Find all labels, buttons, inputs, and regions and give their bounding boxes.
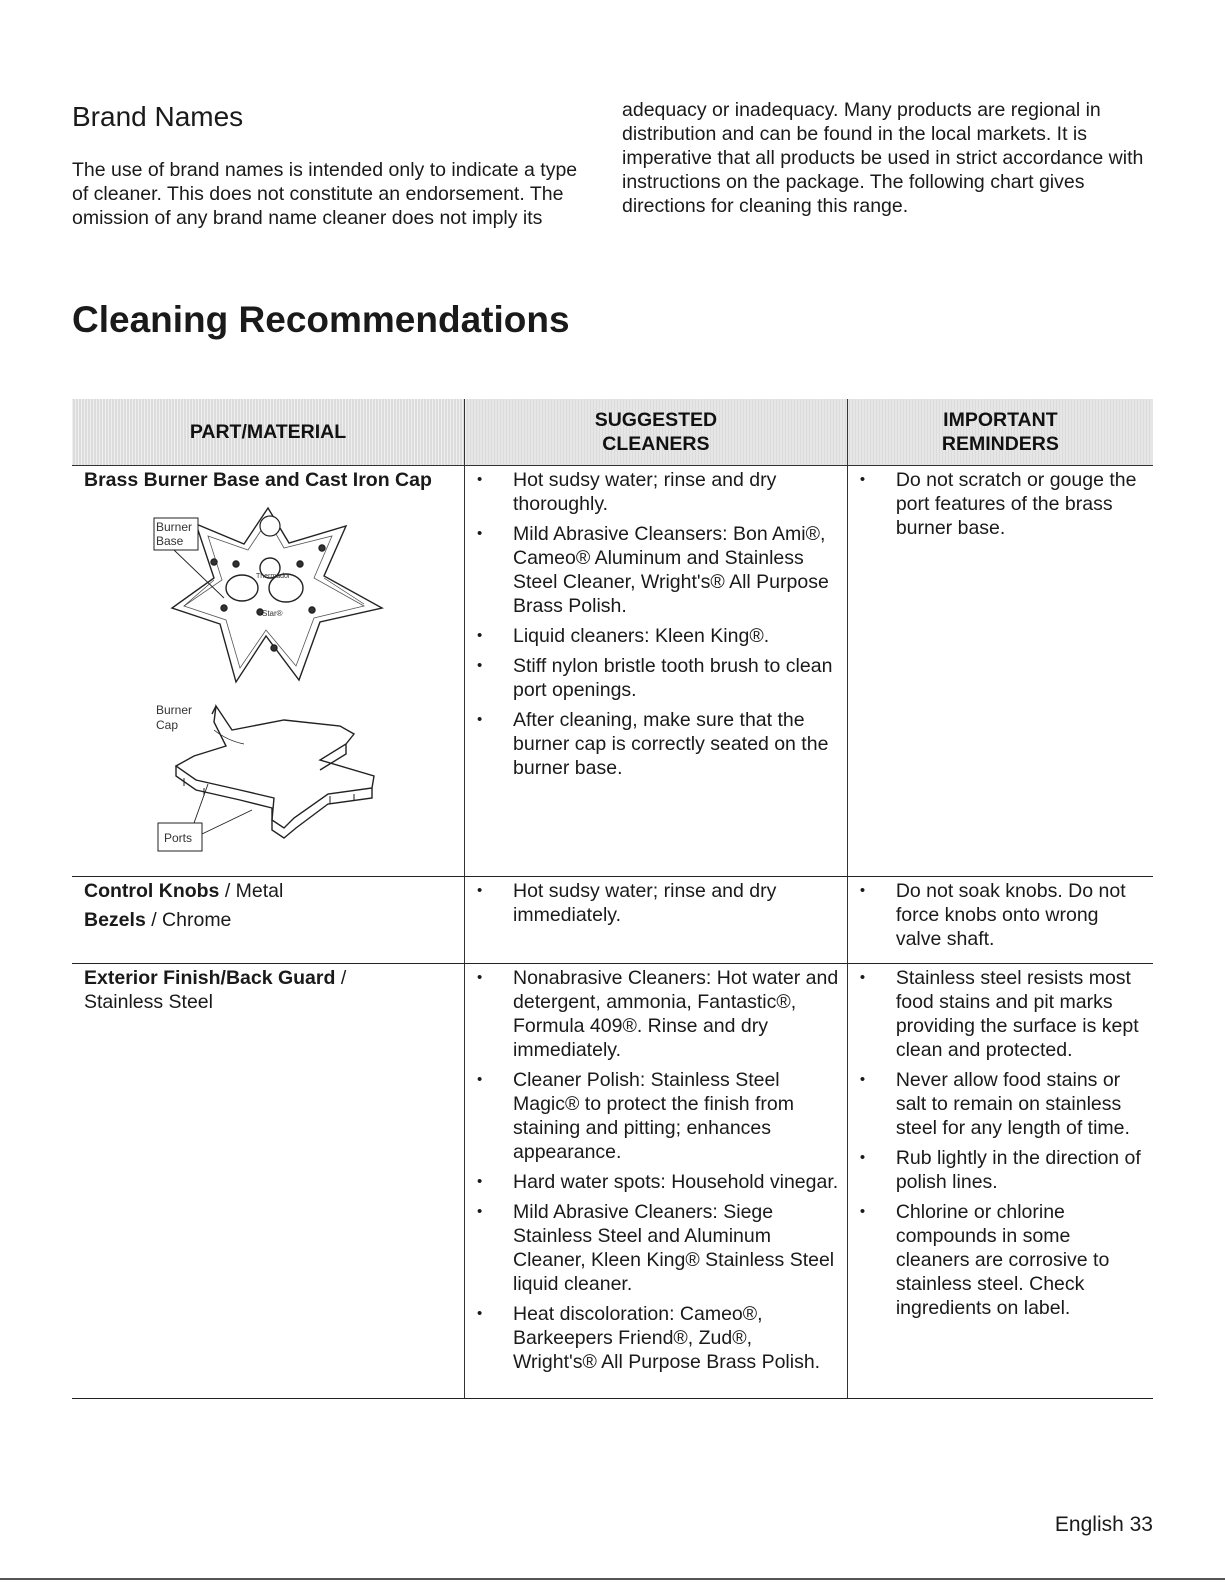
- brand-names-paragraph-right: adequacy or inadequacy. Many products are regional in distribution and can be found in the local markets. It is imperative that all products be used in strict accordance with instructions on the package. The following chart gives directions for cleaning this range.: [622, 99, 1144, 217]
- reminders-list: [848, 877, 1153, 963]
- page-footer: English 33: [1054, 1513, 1153, 1536]
- cleaners-cell: [465, 877, 848, 964]
- burner-cap-label-line2: Cap: [156, 718, 179, 732]
- brand-names-heading: Brand Names: [72, 101, 244, 132]
- part-separator: /: [335, 967, 347, 989]
- section-title: Cleaning Recommendations: [72, 299, 570, 340]
- header-part-material: [72, 399, 465, 466]
- part-line: [84, 879, 454, 903]
- burner-base-label-line2: Base: [156, 534, 184, 548]
- ports-leader: [202, 810, 252, 834]
- header-reminders-line2: REMINDERS: [941, 433, 1059, 455]
- part-material: / Metal: [219, 880, 284, 902]
- part-line: [84, 908, 454, 932]
- burner-cap-label-line1: Burner: [156, 703, 193, 717]
- cleaning-table: [72, 399, 1153, 1399]
- list-item: • Chlorine or chlorine compounds in some cleaners are corrosive to stainless steel. Check ingredients on label.: [860, 1200, 1147, 1320]
- burner-illustration: [84, 498, 454, 870]
- cleaners-cell: [465, 466, 848, 877]
- thermador-mark: Thermador: [256, 573, 291, 580]
- table-row: [72, 466, 1153, 877]
- ports-label: Ports: [164, 831, 193, 845]
- part-name: Bezels: [84, 909, 146, 931]
- star-mark: Star®: [262, 609, 283, 618]
- header-suggested-cleaners: [465, 399, 848, 466]
- list-item: • Hot sudsy water; rinse and dry thoroughly.: [477, 468, 841, 516]
- part-name: Control Knobs: [84, 880, 220, 902]
- list-item: • Hot sudsy water; rinse and dry immediately.: [477, 879, 841, 927]
- part-cell: [72, 964, 465, 1399]
- cleaners-list: [465, 877, 847, 939]
- list-item: • Never allow food stains or salt to remain on stainless steel for any length of time.: [860, 1068, 1147, 1140]
- brand-names-paragraph-left: The use of brand names is intended only to indicate a type of cleaner. This does not constitute an endorsement. The omission of any brand name cleaner does not imply its: [72, 159, 578, 229]
- cleaners-list: [465, 964, 847, 1386]
- reminders-list: [848, 466, 1153, 552]
- list-item: • Heat discoloration: Cameo®, Barkeepers Friend®, Zud®, Wright's® All Purpose Brass Polish.: [477, 1302, 841, 1374]
- part-material: Stainless Steel: [84, 991, 213, 1013]
- burner-cap-figure: [176, 706, 374, 838]
- part-cell: [72, 877, 465, 964]
- reminders-cell: [847, 466, 1153, 877]
- part-line: [84, 966, 454, 990]
- brand-names-section: [72, 96, 1152, 230]
- part-material: / Chrome: [145, 909, 232, 931]
- table-header-row: [72, 399, 1153, 466]
- list-item: • Mild Abrasive Cleaners: Siege Stainless Steel and Aluminum Cleaner, Kleen King® Stainless Steel liquid cleaner.: [477, 1200, 841, 1296]
- header-important-reminders: [847, 399, 1153, 466]
- brand-names-left-column: [72, 96, 592, 230]
- list-item: • Do not soak knobs. Do not force knobs onto wrong valve shaft.: [860, 879, 1147, 951]
- header-cleaners-line2: CLEANERS: [602, 433, 710, 455]
- list-item: • Cleaner Polish: Stainless Steel Magic® to protect the finish from staining and pitting; enhances appearance.: [477, 1068, 841, 1164]
- list-item: • Stainless steel resists most food stains and pit marks providing the surface is kept clean and protected.: [860, 966, 1147, 1062]
- part-name: Exterior Finish/Back Guard: [84, 967, 336, 989]
- cleaners-cell: [465, 964, 848, 1399]
- burner-base-figure: [172, 508, 382, 682]
- list-item: • Do not scratch or gouge the port features of the brass burner base.: [860, 468, 1147, 540]
- list-item: • Stiff nylon bristle tooth brush to clean port openings.: [477, 654, 841, 702]
- part-cell: [72, 466, 465, 877]
- table-row: [72, 877, 1153, 964]
- bottom-rule: [0, 1578, 1225, 1580]
- burner-top-hole: [260, 516, 280, 536]
- header-reminders-line1: IMPORTANT: [943, 409, 1058, 431]
- burner-base-label-line1: Burner: [156, 520, 193, 534]
- list-item: • Nonabrasive Cleaners: Hot water and detergent, ammonia, Fantastic®, Formula 409®. Rinse and dry immediately.: [477, 966, 841, 1062]
- list-item: • Rub lightly in the direction of polish lines.: [860, 1146, 1147, 1194]
- list-item: • Hard water spots: Household vinegar.: [477, 1170, 841, 1194]
- list-item: • Liquid cleaners: Kleen King®.: [477, 624, 841, 648]
- reminders-cell: [847, 877, 1153, 964]
- brand-names-right-column: [622, 98, 1152, 230]
- list-item: • After cleaning, make sure that the burner cap is correctly seated on the burner base.: [477, 708, 841, 780]
- table-row: [72, 964, 1153, 1399]
- part-name: Brass Burner Base and Cast Iron Cap: [84, 469, 432, 491]
- list-item: • Mild Abrasive Cleansers: Bon Ami®, Cameo® Aluminum and Stainless Steel Cleaner, Wright's® All Purpose Brass Polish.: [477, 522, 841, 618]
- header-cleaners-line1: SUGGESTED: [594, 409, 718, 431]
- cleaners-list: [465, 466, 847, 792]
- reminders-cell: [847, 964, 1153, 1399]
- header-part-label: PART/MATERIAL: [189, 421, 347, 443]
- reminders-list: [848, 964, 1153, 1332]
